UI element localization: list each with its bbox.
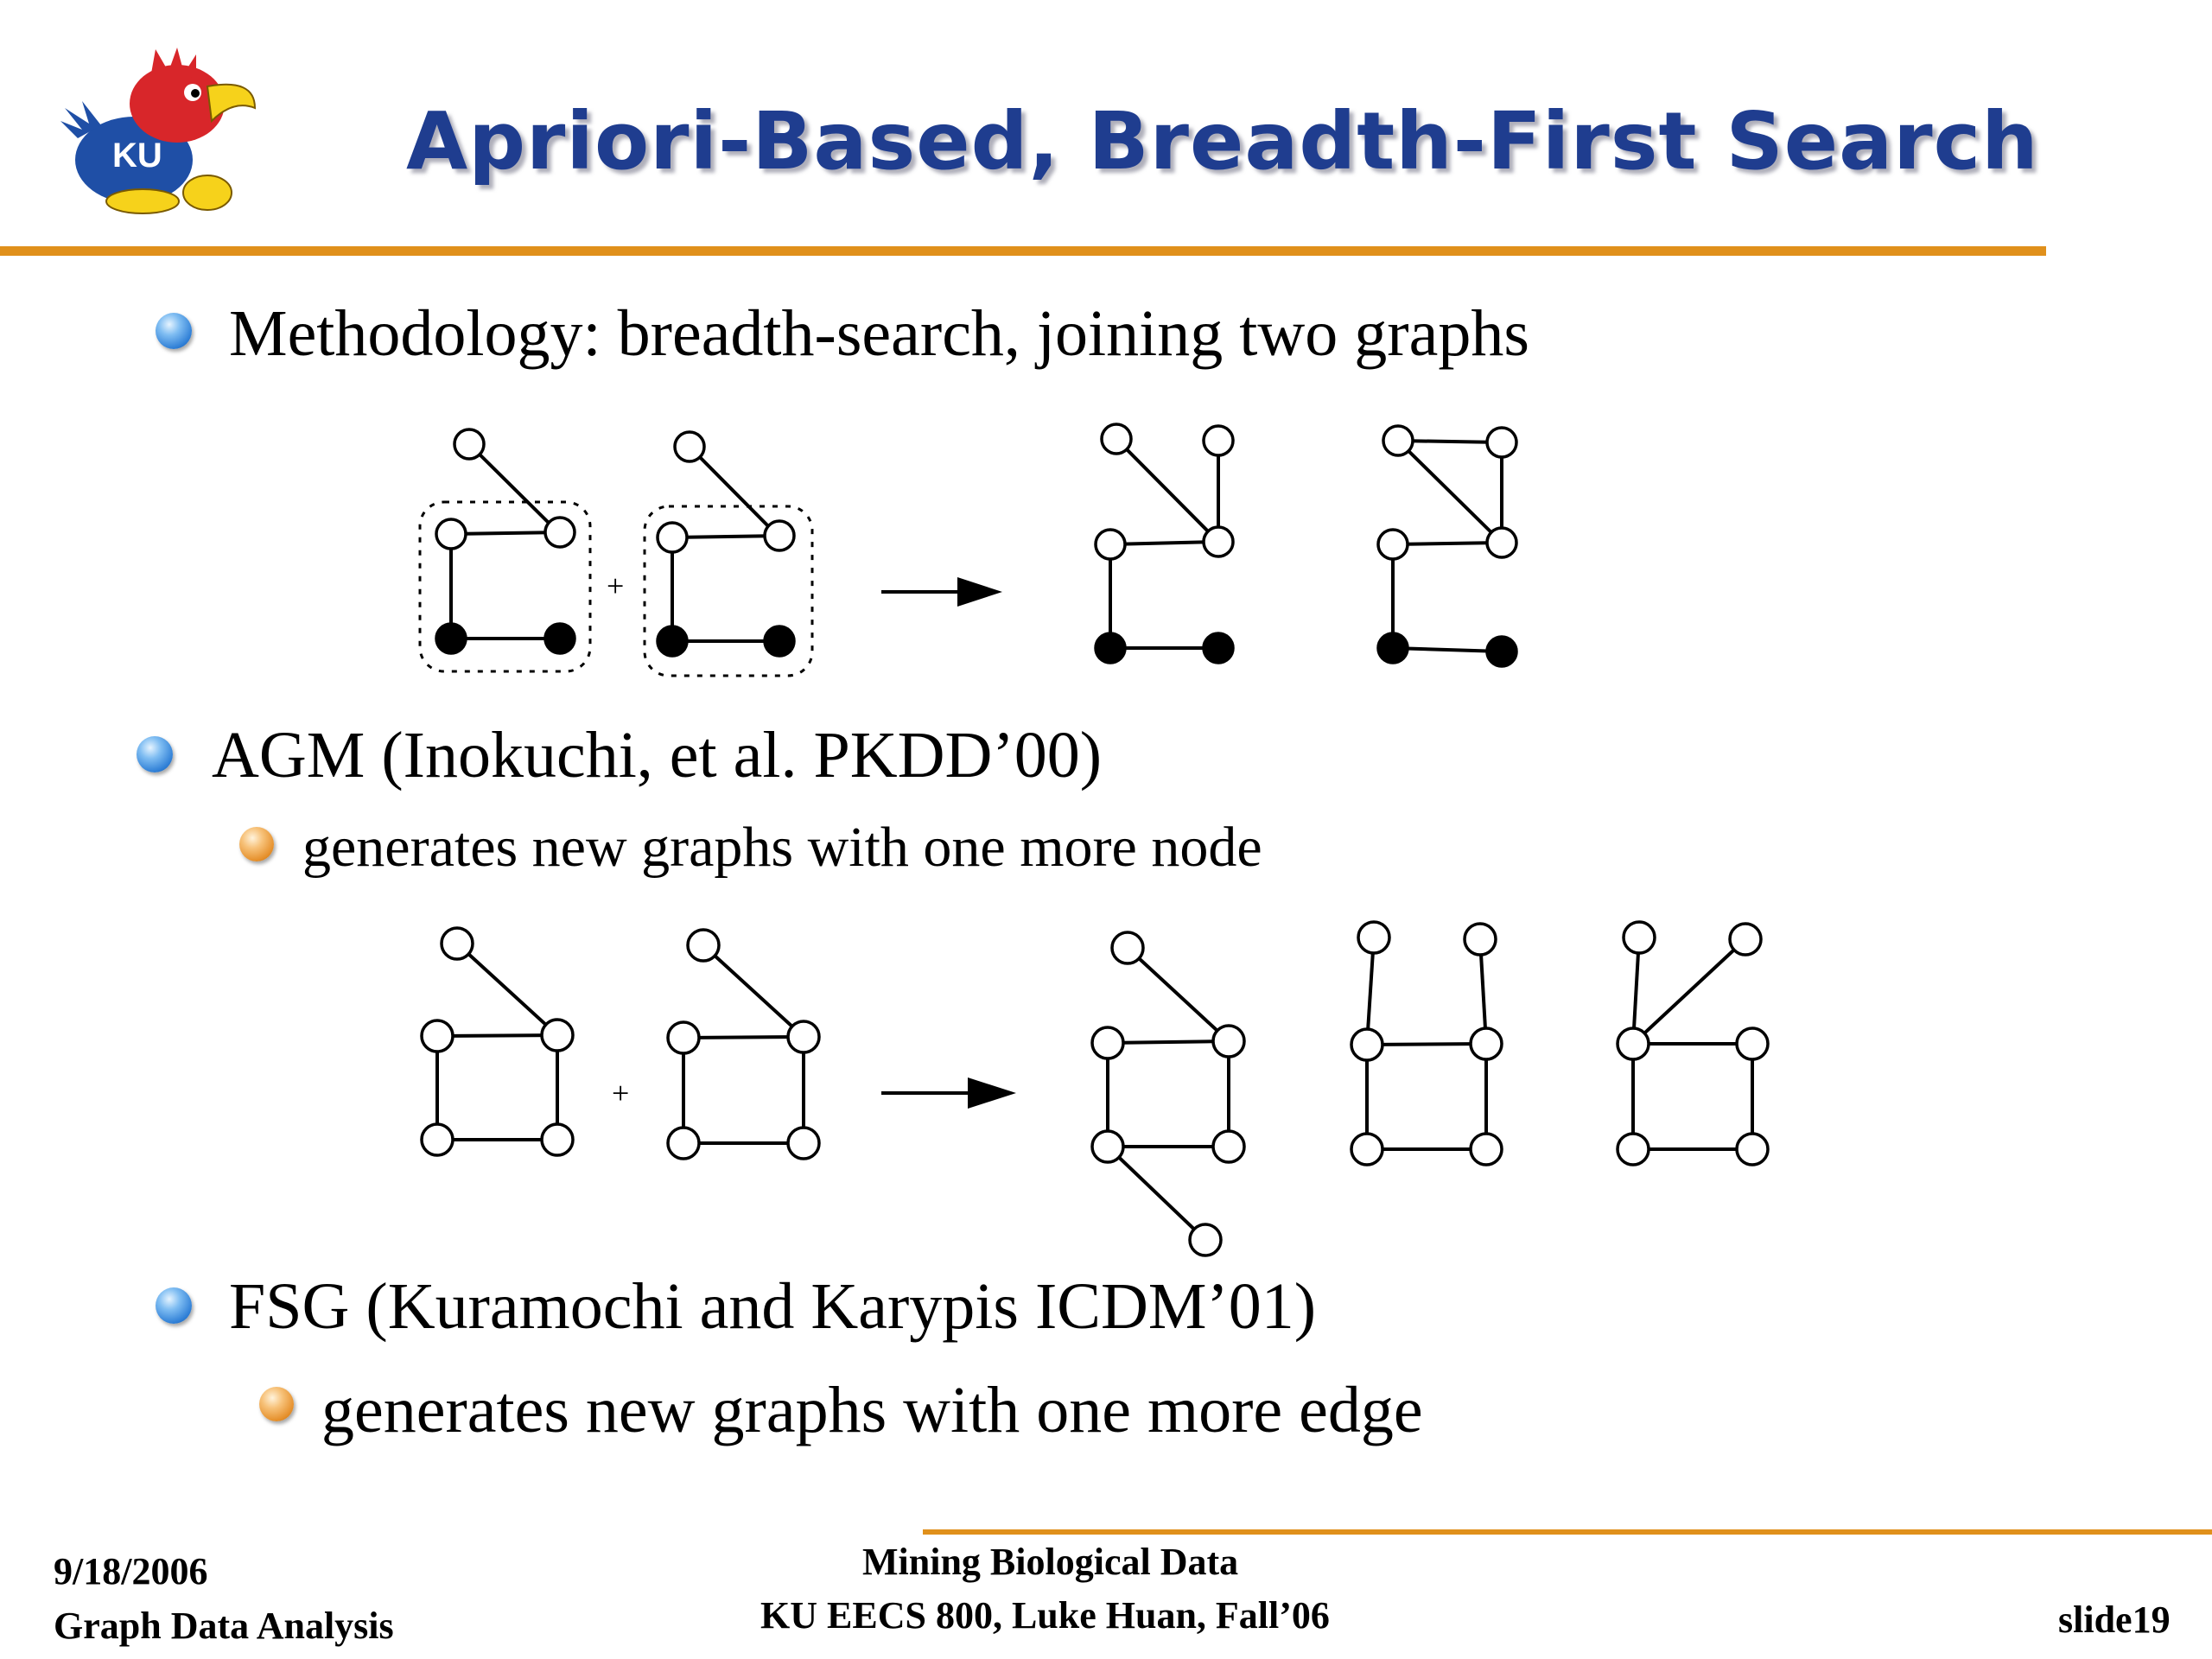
bullet-icon [156, 313, 192, 349]
bullet-fsg: FSG (Kuramochi and Karypis ICDM’01) [229, 1270, 1317, 1343]
sub-bullet-icon [239, 827, 274, 861]
plus-sign: + [607, 569, 625, 603]
footer-date: 9/18/2006 [54, 1550, 208, 1592]
footer-divider [923, 1529, 2212, 1535]
plus-sign: + [612, 1076, 630, 1110]
sub-bullet-icon [259, 1387, 294, 1421]
arrow-right-icon [957, 577, 1002, 607]
bullet-icon [137, 736, 173, 772]
footer-topic: Graph Data Analysis [54, 1605, 394, 1647]
logo-text: KU [112, 137, 162, 175]
bullet-icon [156, 1287, 192, 1324]
arrow-right-icon [968, 1077, 1016, 1109]
slide-title: Apriori-Based, Breadth-First Search [406, 95, 2039, 188]
title-divider [0, 246, 2046, 256]
slide-number: slide19 [2058, 1599, 2171, 1641]
jayhawk-logo [48, 39, 264, 220]
bullet-methodology: Methodology: breadth-search, joining two graphs [229, 297, 1529, 370]
footer-course-title: Mining Biological Data [862, 1541, 1239, 1583]
footer-course-info: KU EECS 800, Luke Huan, Fall’06 [760, 1594, 1330, 1637]
join-diagram-one-more-node [406, 912, 1797, 1266]
bullet-agm: AGM (Inokuchi, et al. PKDD’00) [212, 719, 1103, 791]
join-diagram-shared-core [406, 415, 1573, 691]
sub-bullet-agm: generates new graphs with one more node [302, 816, 1262, 879]
sub-bullet-fsg: generates new graphs with one more edge [321, 1374, 1423, 1446]
